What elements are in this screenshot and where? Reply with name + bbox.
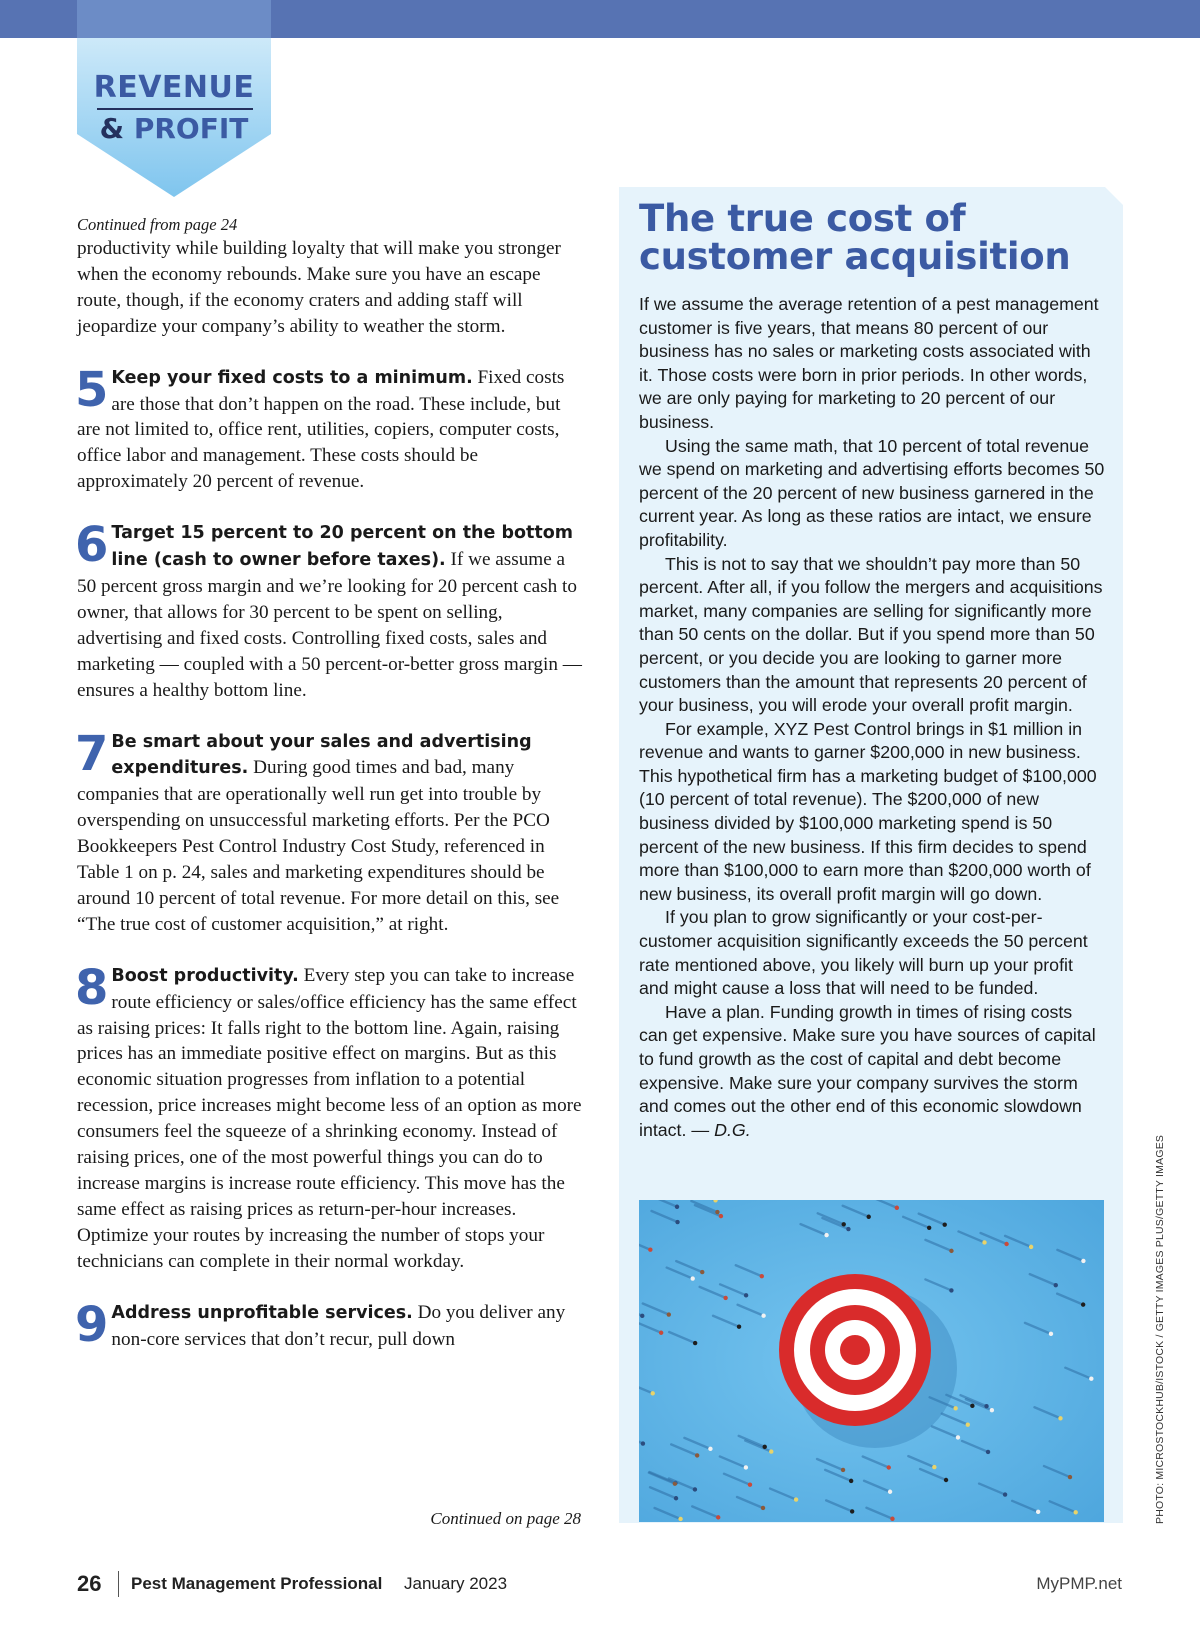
crowd-figure bbox=[846, 1227, 850, 1231]
crowd-figure bbox=[890, 1517, 894, 1521]
target-photo bbox=[639, 1200, 1104, 1522]
list-item-5 bbox=[75, 361, 584, 496]
crowd-figure bbox=[895, 1206, 899, 1210]
item-number: 5 bbox=[75, 361, 109, 418]
crowd-figure bbox=[1049, 1332, 1053, 1336]
continued-from: Continued from page 24 bbox=[77, 215, 238, 234]
crowd-figure bbox=[761, 1506, 765, 1510]
crowd-figure bbox=[984, 1404, 988, 1408]
crowd-figure bbox=[769, 1449, 773, 1453]
item-heading: Be smart about your sales and advertising expenditures. bbox=[111, 731, 532, 779]
crowd-figure bbox=[1058, 1416, 1062, 1420]
target-crowd-illustration bbox=[639, 1200, 1104, 1522]
crowd-figure bbox=[953, 1406, 957, 1410]
crowd-figure bbox=[760, 1274, 764, 1278]
sidebar-body bbox=[639, 293, 1105, 1142]
crowd-figure bbox=[970, 1404, 974, 1408]
publication-name: Pest Management Professional bbox=[131, 1574, 383, 1593]
crowd-figure bbox=[927, 1226, 931, 1230]
list-item-7 bbox=[75, 725, 584, 938]
page-number: 26 bbox=[77, 1571, 102, 1596]
crowd-figure bbox=[761, 1314, 765, 1318]
section-tag-rule bbox=[97, 108, 253, 110]
section-tag-revenue: REVENUE bbox=[93, 70, 255, 105]
crowd-figure bbox=[849, 1479, 853, 1483]
crowd-figure bbox=[1089, 1376, 1093, 1380]
crowd-figure bbox=[651, 1391, 655, 1395]
item-heading: Target 15 percent to 20 percent on the bottom line (cash to owner before taxes). bbox=[111, 523, 574, 571]
crowd-figure bbox=[794, 1497, 798, 1501]
item-number: 6 bbox=[75, 517, 109, 574]
crowd-figure bbox=[640, 1314, 644, 1318]
item-heading: Keep your fixed costs to a minimum. bbox=[111, 367, 473, 388]
crowd-figure bbox=[949, 1249, 953, 1253]
crowd-figure bbox=[841, 1468, 845, 1472]
crowd-figure bbox=[708, 1447, 712, 1451]
crowd-figure bbox=[1073, 1510, 1077, 1514]
crowd-figure bbox=[1004, 1242, 1008, 1246]
crowd-figure bbox=[842, 1222, 846, 1226]
list-item-8 bbox=[75, 959, 584, 1275]
crowd-figure bbox=[674, 1496, 678, 1500]
list-item-6 bbox=[75, 517, 584, 703]
section-tag bbox=[77, 38, 271, 204]
crowd-figure bbox=[1081, 1302, 1085, 1306]
crowd-figure bbox=[867, 1215, 871, 1219]
sidebar-box bbox=[639, 197, 1105, 1142]
crowd-figure bbox=[693, 1487, 697, 1491]
crowd-figure bbox=[982, 1240, 986, 1244]
crowd-figure bbox=[932, 1465, 936, 1469]
crowd-figure bbox=[887, 1465, 891, 1469]
crowd-figure bbox=[943, 1222, 947, 1226]
crowd-figure bbox=[659, 1331, 663, 1335]
footer-divider bbox=[118, 1571, 119, 1597]
crowd-figure bbox=[719, 1214, 723, 1218]
photo-credit: PHOTO: MICROSTOCKHUB/ISTOCK / GETTY IMAGES PLUS/GETTY IMAGES bbox=[1154, 1134, 1166, 1524]
crowd-figure bbox=[690, 1276, 694, 1280]
issue-date: January 2023 bbox=[404, 1574, 508, 1593]
crowd-figure bbox=[888, 1490, 892, 1494]
crowd-figure bbox=[678, 1517, 682, 1521]
continued-on: Continued on page 28 bbox=[430, 1509, 581, 1528]
crowd-figure bbox=[990, 1408, 994, 1412]
crowd-figure bbox=[715, 1210, 719, 1214]
item-heading: Boost productivity. bbox=[111, 965, 299, 986]
article-left-column bbox=[77, 214, 584, 1377]
crowd-figure bbox=[723, 1296, 727, 1300]
crowd-figure bbox=[648, 1248, 652, 1252]
crowd-figure bbox=[1036, 1510, 1040, 1514]
crowd-figure bbox=[675, 1205, 679, 1209]
crowd-figure bbox=[1054, 1283, 1058, 1287]
crowd-figure bbox=[966, 1422, 970, 1426]
sidebar-paragraph: If we assume the average retention of a pest management customer is five years, that means 80 percent of our business has no sales or marketing costs associated with it. Those costs were born in prior periods. In other words, we are only paying for marketing to 20 percent of our business. bbox=[639, 294, 1099, 432]
item-text: If we assume a 50 percent gross margin and we’re looking for 20 percent cash to owner, that allows for 30 percent to be spent on selling, advertising and fixed costs. Controlling fixed costs, sales and marketing — coupled with a 50 percent-or-better gross margin — ensures a healthy bottom line. bbox=[77, 549, 582, 701]
crowd-figure bbox=[737, 1325, 741, 1329]
crowd-figure bbox=[1029, 1245, 1033, 1249]
section-tag-profit-word: PROFIT bbox=[133, 112, 249, 145]
crowd-figure bbox=[850, 1509, 854, 1513]
item-number: 8 bbox=[75, 959, 109, 1016]
item-number: 7 bbox=[75, 725, 109, 782]
crowd-figure bbox=[748, 1482, 752, 1486]
sidebar-paragraph: If you plan to grow significantly or your cost-per-customer acquisition significantly exceeds the 50 percent rate mentioned above, you likely will burn up your profit and might cause a loss that will need to be funded. bbox=[639, 907, 1088, 999]
crowd-figure bbox=[763, 1445, 767, 1449]
list-item-9 bbox=[75, 1296, 584, 1353]
crowd-figure bbox=[667, 1312, 671, 1316]
crowd-figure bbox=[1068, 1475, 1072, 1479]
crowd-figure bbox=[956, 1435, 960, 1439]
crowd-figure bbox=[693, 1341, 697, 1345]
crowd-figure bbox=[700, 1270, 704, 1274]
crowd-figure bbox=[744, 1465, 748, 1469]
crowd-figure bbox=[675, 1220, 679, 1224]
section-tag-profit bbox=[77, 112, 271, 145]
crowd-figure bbox=[949, 1288, 953, 1292]
sidebar-title: The true cost of customer acquisition bbox=[639, 197, 1071, 278]
sidebar-paragraph-last bbox=[639, 1001, 1105, 1143]
intro-paragraph: productivity while building loyalty that will make you stronger when the economy rebounds. Make sure you have an escape route, though, if the economy craters and adding staff will jeopardize your company’s ability to weather the storm. bbox=[77, 238, 561, 337]
crowd-figure bbox=[641, 1441, 645, 1445]
crowd-figure bbox=[986, 1450, 990, 1454]
item-text: Every step you can take to increase route efficiency or sales/office efficiency has the same effect as raising prices: It falls right to the bottom line. Again, raising prices has an immediate positive effect on margins. But as this economic situation progresses from inflation to a potential recession, price increases might become less of an option as more consumers feel the squeeze of a shrinking economy. Instead of raising prices, one of the most powerful things you can do to increase margins is increase route efficiency. This move has the same effect as raising prices as return-per-hour increases. Optimize your routes by increasing the number of stops your technicians can complete in their normal workday. bbox=[77, 964, 582, 1272]
sidebar-paragraph: For example, XYZ Pest Control brings in $1 million in revenue and wants to garner $200,000 in new business. This hypothetical firm has a marketing budget of $100,000 (10 percent of total revenue). The $200,000 of new business divided by $100,000 marketing spend is 50 percent of the new business. If this firm decides to spend more than $100,000 to earn more than $200,000 worth of new business, its overall profit margin will go down. bbox=[639, 718, 1097, 904]
item-number: 9 bbox=[75, 1296, 109, 1353]
page-footer bbox=[77, 1571, 1122, 1599]
section-tag-amp: & bbox=[99, 112, 125, 145]
crowd-figure bbox=[744, 1293, 748, 1297]
author-signature: — D.G. bbox=[691, 1119, 751, 1140]
item-text: Fixed costs are those that don’t happen on the road. These include, but are not limited to, office rent, utilities, copiers, computer costs, office labor and management. These costs should be approximately 20 percent of revenue. bbox=[77, 366, 565, 493]
sidebar-paragraph-text: Have a plan. Funding growth in times of rising costs can get expensive. Make sure you have sources of capital to fund growth as the cost of capital and debt become expensive. Make sure your company survives the storm and comes out the other end of this economic slowdown intact. bbox=[639, 1001, 1096, 1140]
top-bar-accent bbox=[77, 0, 271, 38]
crowd-figure bbox=[695, 1453, 699, 1457]
item-text: Do you deliver any non-core services that don’t recur, pull down bbox=[111, 1301, 566, 1350]
item-text: During good times and bad, many companies that are operationally well run get into trouble by overspending on unsuccessful marketing efforts. Per the PCO Bookkeepers Pest Control Industry Cost Study, referenced in Table 1 on p. 24, sales and marketing expenditures should be around 10 percent of total revenue. For more detail on this, see “The true cost of customer acquisition,” at right. bbox=[77, 757, 560, 935]
crowd-figure bbox=[1081, 1259, 1085, 1263]
sidebar-paragraph: This is not to say that we shouldn’t pay more than 50 percent. After all, if you follow the mergers and acquisitions market, many companies are selling for significantly more than 50 cents on the dollar. But if you spend more than 50 percent, or you decide you are looking to garner more customers than the amount that represents 20 percent of your business, you will erode your overall profit margin. bbox=[639, 553, 1103, 716]
sidebar-paragraph: Using the same math, that 10 percent of total revenue we spend on marketing and advertising efforts becomes 50 percent of the 20 percent of new business garnered in the current year. As long as these ratios are intact, we ensure profitability. bbox=[639, 435, 1105, 550]
crowd-figure bbox=[944, 1478, 948, 1482]
crowd-figure bbox=[824, 1233, 828, 1237]
item-heading: Address unprofitable services. bbox=[111, 1302, 413, 1323]
crowd-figure bbox=[1003, 1492, 1007, 1496]
website-link[interactable]: MyPMP.net bbox=[1036, 1574, 1122, 1593]
crowd-figure bbox=[716, 1515, 720, 1519]
